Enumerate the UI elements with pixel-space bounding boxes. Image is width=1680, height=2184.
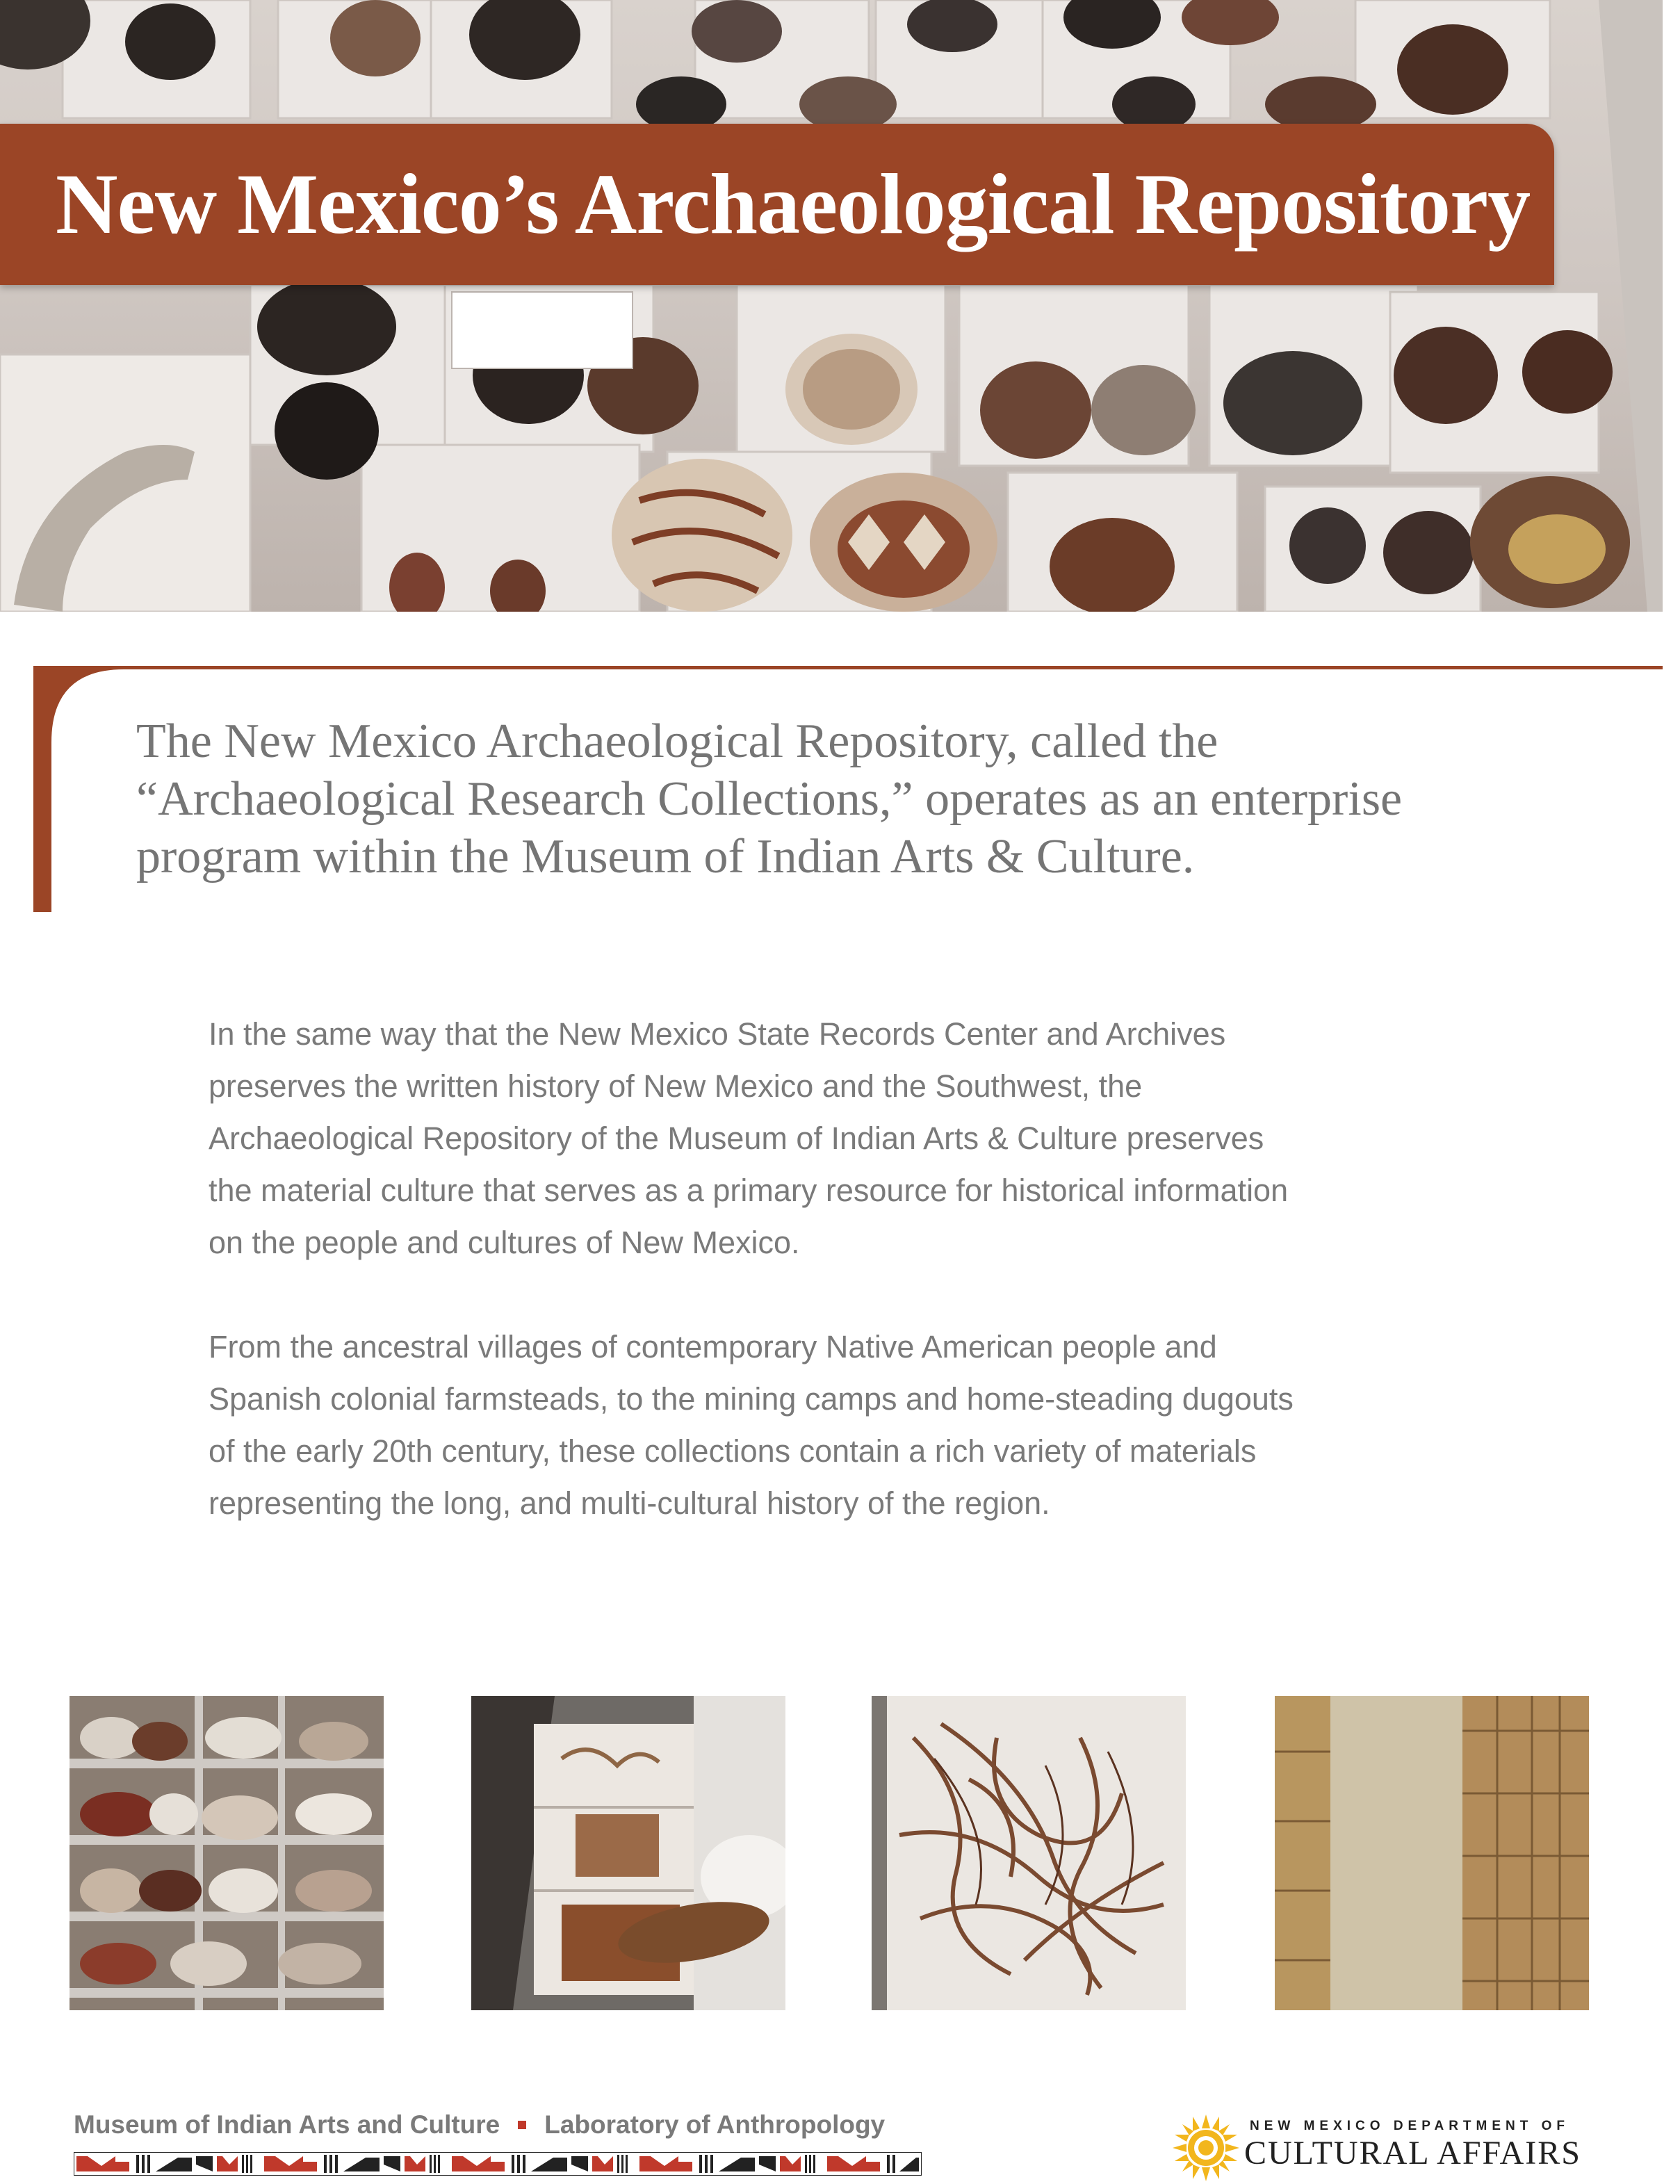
paragraph-line: Spanish colonial farmsteads, to the mining camps and home-steading dugouts xyxy=(209,1381,1294,1417)
paragraph-line: representing the long, and multi-cultural history of the region. xyxy=(209,1485,1050,1521)
dca-cultural-affairs-label: CULTURAL AFFAIRS xyxy=(1244,2135,1581,2171)
paragraph-line: In the same way that the New Mexico State Records Center and Archives xyxy=(209,1016,1226,1052)
paragraph-line: From the ancestral villages of contemporary Native American people and xyxy=(209,1329,1217,1364)
pueblo-pattern-band xyxy=(74,2152,922,2176)
callout-corner-curve xyxy=(33,666,124,756)
pottery-collection-image xyxy=(0,0,1663,612)
photo-pottery-shelves xyxy=(70,1696,384,2010)
paragraph-line: preserves the written history of New Mexico and the Southwest, the xyxy=(209,1068,1143,1104)
dca-department-label: NEW MEXICO DEPARTMENT OF xyxy=(1250,2119,1570,2133)
museum-name: Museum of Indian Arts and Culture xyxy=(74,2110,500,2139)
footer-separator xyxy=(518,2121,526,2129)
photo-textile-drawer xyxy=(471,1696,785,2010)
photo-archive-boxes xyxy=(1275,1696,1589,2010)
paragraph-line: on the people and cultures of New Mexico. xyxy=(209,1225,800,1260)
intro-line: The New Mexico Archaeological Repository, called the xyxy=(136,715,1218,768)
page-title: New Mexico’s Archaeological Repository xyxy=(56,156,1531,252)
intro-line: program within the Museum of Indian Arts & Culture. xyxy=(136,830,1195,883)
intro-statement xyxy=(136,712,1526,886)
paragraph-line: Archaeological Repository of the Museum of Indian Arts & Culture preserves xyxy=(209,1120,1264,1156)
title-banner xyxy=(0,124,1554,285)
photo-fiber-artifacts xyxy=(872,1696,1186,2010)
divider-rule xyxy=(33,666,1663,669)
intro-line: “Archaeological Research Collections,” operates as an enterprise xyxy=(136,772,1403,826)
paragraph-line: of the early 20th century, these collections contain a rich variety of materials xyxy=(209,1433,1257,1469)
paragraph-line: the material culture that serves as a primary resource for historical information xyxy=(209,1173,1289,1208)
hero-right-margin xyxy=(1663,0,1680,612)
hero-photo-pottery-drawer xyxy=(0,0,1663,612)
footer-institutions xyxy=(74,2110,885,2140)
body-paragraph-2 xyxy=(209,1321,1460,1529)
lab-name: Laboratory of Anthropology xyxy=(544,2110,886,2139)
body-paragraph-1 xyxy=(209,1008,1460,1269)
sun-logo-icon xyxy=(1171,2113,1241,2183)
